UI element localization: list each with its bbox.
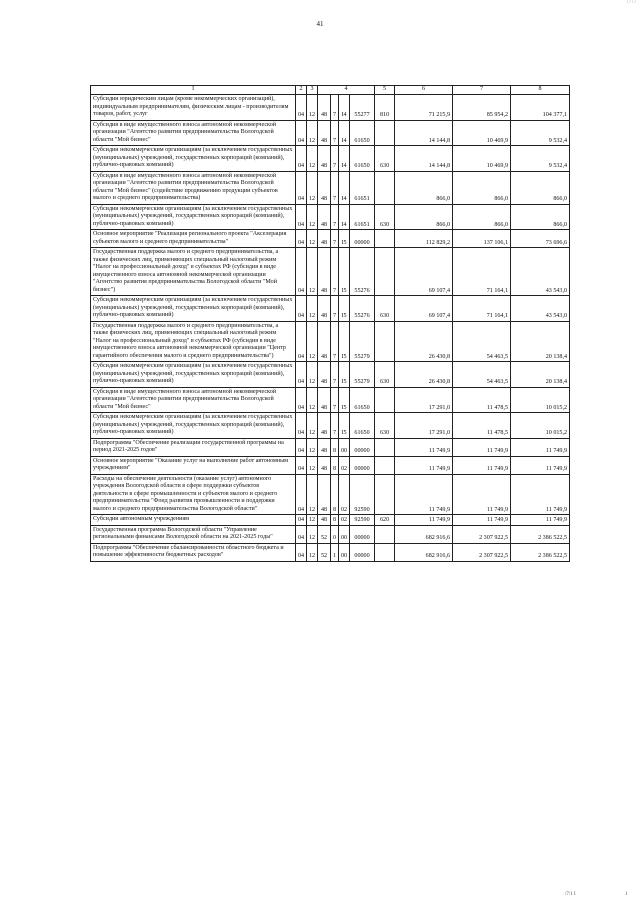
row-expense-type: 810 [375, 95, 395, 121]
row-code-activity: 02 [339, 515, 350, 526]
row-code-program: 48 [318, 515, 331, 526]
header-row [91, 86, 570, 95]
row-code-program: 48 [318, 438, 331, 456]
row-section: 04 [296, 362, 307, 388]
row-expense-type [375, 456, 395, 474]
row-amount-2022: 11 749,9 [453, 515, 511, 526]
header-col-5: 5 [375, 86, 395, 95]
row-amount-2023: 20 138,4 [511, 321, 570, 362]
row-subsection: 12 [307, 456, 318, 474]
row-code-program: 48 [318, 95, 331, 121]
row-code-subprogram: 0 [331, 525, 339, 543]
table-row [91, 515, 570, 526]
row-amount-2022: 11 478,5 [453, 387, 511, 413]
row-amount-2022: 54 463,5 [453, 362, 511, 388]
table-row [91, 248, 570, 296]
row-code-subprogram: 7 [331, 296, 339, 322]
row-code-activity: I4 [339, 146, 350, 172]
row-code-subprogram: 8 [331, 515, 339, 526]
footer-tick: 1 [625, 892, 628, 897]
row-subsection: 12 [307, 321, 318, 362]
row-section: 04 [296, 387, 307, 413]
row-amount-2021: 682 916,6 [395, 525, 453, 543]
row-subsection: 12 [307, 438, 318, 456]
row-amount-2021: 17 291,0 [395, 413, 453, 439]
row-subsection: 12 [307, 120, 318, 146]
table-row [91, 146, 570, 172]
row-code-subprogram: 7 [331, 230, 339, 248]
row-code-program: 48 [318, 321, 331, 362]
row-code-program: 48 [318, 248, 331, 296]
row-expense-type [375, 321, 395, 362]
row-subsection: 12 [307, 413, 318, 439]
row-code-subprogram: 7 [331, 248, 339, 296]
row-name: Субсидии некоммерческим организациям (за исключением государственных (муниципальных) учреждений, государственных корпораций (компаний), публично-правовых компаний) [91, 413, 296, 439]
row-amount-2021: 11 749,9 [395, 474, 453, 515]
row-code-activity: I5 [339, 362, 350, 388]
row-amount-2021: 682 916,6 [395, 543, 453, 561]
row-expense-type [375, 387, 395, 413]
row-code-subprogram: 7 [331, 387, 339, 413]
row-name: Субсидии некоммерческим организациям (за исключением государственных (муниципальных) учреждений, государственных корпораций (компаний), публично-правовых компаний) [91, 362, 296, 388]
corner-mark: / / / / [626, 0, 636, 5]
row-amount-2023: 2 386 522,5 [511, 543, 570, 561]
row-amount-2022: 11 749,9 [453, 456, 511, 474]
row-amount-2022: 866,0 [453, 204, 511, 230]
row-code-program: 48 [318, 362, 331, 388]
row-amount-2022: 11 749,9 [453, 474, 511, 515]
row-amount-2023: 73 696,6 [511, 230, 570, 248]
row-amount-2023: 20 138,4 [511, 362, 570, 388]
row-name: Государственная программа Вологодской области "Управление региональными финансами Вологодской области на 2021-2025 годы" [91, 525, 296, 543]
row-section: 04 [296, 204, 307, 230]
row-amount-2022: 10 469,9 [453, 120, 511, 146]
row-code-direction: 55277 [350, 95, 375, 121]
row-expense-type: 630 [375, 296, 395, 322]
header-col-7: 7 [453, 86, 511, 95]
row-code-subprogram: 7 [331, 204, 339, 230]
row-code-activity: 00 [339, 525, 350, 543]
row-code-program: 52 [318, 525, 331, 543]
row-code-subprogram: 1 [331, 543, 339, 561]
table-row [91, 171, 570, 204]
row-name: Субсидия в виде имущественного взноса автономной некоммерческой организации "Агентство развития предпринимательства Вологодской области "Мой бизнес" [91, 387, 296, 413]
row-code-direction: 61651 [350, 204, 375, 230]
row-section: 04 [296, 296, 307, 322]
row-code-direction: 92590 [350, 474, 375, 515]
header-col-2: 2 [296, 86, 307, 95]
row-code-program: 48 [318, 146, 331, 172]
row-amount-2022: 866,0 [453, 171, 511, 204]
row-name: Основное мероприятие "Реализация регионального проекта "Акселерация субъектов малого и среднего предпринимательства" [91, 230, 296, 248]
row-section: 04 [296, 146, 307, 172]
row-code-activity: I5 [339, 230, 350, 248]
row-section: 04 [296, 230, 307, 248]
header-col-1: 1 [91, 86, 296, 95]
row-code-program: 48 [318, 204, 331, 230]
row-amount-2023: 11 749,9 [511, 456, 570, 474]
table-row [91, 204, 570, 230]
table-row [91, 321, 570, 362]
row-code-direction: 55276 [350, 248, 375, 296]
row-expense-type [375, 248, 395, 296]
row-expense-type [375, 171, 395, 204]
row-section: 04 [296, 515, 307, 526]
row-amount-2021: 11 749,9 [395, 515, 453, 526]
row-code-direction: 55276 [350, 296, 375, 322]
row-amount-2022: 85 954,2 [453, 95, 511, 121]
row-section: 04 [296, 525, 307, 543]
row-code-program: 48 [318, 413, 331, 439]
row-amount-2023: 10 015,2 [511, 413, 570, 439]
row-section: 04 [296, 456, 307, 474]
row-name: Подпрограмма "Обеспечение реализации государственной программы на период 2021-2025 годов" [91, 438, 296, 456]
row-subsection: 12 [307, 171, 318, 204]
row-amount-2023: 10 015,2 [511, 387, 570, 413]
row-subsection: 12 [307, 362, 318, 388]
row-expense-type [375, 525, 395, 543]
row-amount-2022: 137 106,1 [453, 230, 511, 248]
row-section: 04 [296, 438, 307, 456]
row-subsection: 12 [307, 95, 318, 121]
row-code-direction: 00000 [350, 543, 375, 561]
row-code-activity: I5 [339, 413, 350, 439]
row-section: 04 [296, 248, 307, 296]
row-code-direction: 00000 [350, 525, 375, 543]
table-row [91, 438, 570, 456]
row-code-activity: 02 [339, 456, 350, 474]
row-code-program: 48 [318, 171, 331, 204]
table-row [91, 543, 570, 561]
row-name: Субсидии некоммерческим организациям (за исключением государственных (муниципальных) учреждений, государственных корпораций (компаний), публично-правовых компаний) [91, 204, 296, 230]
row-amount-2021: 26 430,8 [395, 321, 453, 362]
header-col-4: 4 [318, 86, 375, 95]
row-name: Субсидии некоммерческим организациям (за исключением государственных (муниципальных) учреждений, государственных корпораций (компаний), публично-правовых компаний) [91, 146, 296, 172]
row-expense-type [375, 543, 395, 561]
row-amount-2021: 69 107,4 [395, 296, 453, 322]
row-code-activity: 02 [339, 474, 350, 515]
row-code-activity: I5 [339, 321, 350, 362]
row-amount-2023: 11 749,9 [511, 515, 570, 526]
header-col-8: 8 [511, 86, 570, 95]
row-code-activity: 00 [339, 438, 350, 456]
table-row [91, 296, 570, 322]
row-name: Субсидии некоммерческим организациям (за исключением государственных (муниципальных) учреждений, государственных корпораций (компаний), публично-правовых компаний) [91, 296, 296, 322]
table-row [91, 387, 570, 413]
row-code-direction: 61650 [350, 387, 375, 413]
row-amount-2022: 10 469,9 [453, 146, 511, 172]
budget-table [90, 85, 570, 562]
row-subsection: 12 [307, 543, 318, 561]
row-name: Субсидия в виде имущественного взноса автономной некоммерческой организации "Агентство развития предпринимательства Вологодской области "Мой бизнес" [91, 120, 296, 146]
header-col-6: 6 [395, 86, 453, 95]
row-name: Субсидии юридическим лицам (кроме некоммерческих организаций), индивидуальным предпринимателям, физическим лицам - производителям товаров, работ, услуг [91, 95, 296, 121]
row-section: 04 [296, 171, 307, 204]
row-code-program: 48 [318, 474, 331, 515]
row-subsection: 12 [307, 474, 318, 515]
row-amount-2021: 26 430,8 [395, 362, 453, 388]
row-expense-type [375, 230, 395, 248]
table-row [91, 95, 570, 121]
row-code-program: 48 [318, 296, 331, 322]
row-code-subprogram: 7 [331, 120, 339, 146]
row-amount-2023: 866,0 [511, 171, 570, 204]
row-name: Субсидии автономным учреждениям [91, 515, 296, 526]
row-amount-2023: 11 749,9 [511, 474, 570, 515]
row-amount-2022: 2 307 922,5 [453, 543, 511, 561]
row-code-subprogram: 8 [331, 456, 339, 474]
row-subsection: 12 [307, 204, 318, 230]
row-code-program: 48 [318, 456, 331, 474]
row-subsection: 12 [307, 525, 318, 543]
row-name: Расходы на обеспечение деятельности (оказание услуг) автономного учреждения Вологодской области в сфере поддержки субъектов деятельности в сфере промышленности и субъектов малого и среднего предпринимательства "Фонд развития промышленности и поддержки малого и среднего предпринимательства Вологодской области" [91, 474, 296, 515]
row-amount-2021: 69 107,4 [395, 248, 453, 296]
row-amount-2021: 14 144,8 [395, 120, 453, 146]
row-name: Подпрограмма "Обеспечение сбалансированности областного бюджета и повышение эффективности бюджетных расходов" [91, 543, 296, 561]
row-amount-2021: 71 215,9 [395, 95, 453, 121]
row-code-subprogram: 7 [331, 146, 339, 172]
row-expense-type [375, 120, 395, 146]
row-amount-2021: 866,0 [395, 204, 453, 230]
row-code-subprogram: 7 [331, 95, 339, 121]
row-expense-type: 630 [375, 204, 395, 230]
row-amount-2021: 17 291,0 [395, 387, 453, 413]
row-expense-type [375, 474, 395, 515]
row-name: Государственная поддержка малого и среднего предпринимательства, а также физических лиц, применяющих специальный налоговый режим "Налог на профессиональный доход" в субъектах РФ (субсидия в виде имущественного взноса автономной некоммерческой организации "Агентство развития предпринимательства Вологодской области "Мой бизнес") [91, 248, 296, 296]
table-row [91, 362, 570, 388]
row-code-subprogram: 7 [331, 413, 339, 439]
row-code-direction: 61650 [350, 120, 375, 146]
row-code-direction: 61651 [350, 171, 375, 204]
row-subsection: 12 [307, 230, 318, 248]
row-subsection: 12 [307, 515, 318, 526]
row-code-direction: 55279 [350, 362, 375, 388]
row-code-activity: I5 [339, 296, 350, 322]
row-code-subprogram: 8 [331, 438, 339, 456]
row-code-activity: I4 [339, 204, 350, 230]
row-name: Субсидия в виде имущественного взноса автономной некоммерческой организации "Агентство развития предпринимательства Вологодской области "Мой бизнес" (содействие продвижению продукции субъектов малого и среднего предпринимательства) [91, 171, 296, 204]
row-amount-2023: 11 749,9 [511, 438, 570, 456]
row-expense-type: 630 [375, 146, 395, 172]
row-code-program: 48 [318, 230, 331, 248]
row-amount-2022: 71 164,1 [453, 248, 511, 296]
row-subsection: 12 [307, 387, 318, 413]
row-code-activity: I4 [339, 120, 350, 146]
table-row [91, 525, 570, 543]
table-row [91, 120, 570, 146]
row-code-program: 48 [318, 120, 331, 146]
row-expense-type [375, 438, 395, 456]
row-section: 04 [296, 543, 307, 561]
row-code-program: 48 [318, 387, 331, 413]
row-section: 04 [296, 474, 307, 515]
row-code-direction: 92590 [350, 515, 375, 526]
row-name: Государственная поддержка малого и среднего предпринимательства, а также физических лиц, применяющих специальный налоговый режим "Налог на профессиональный доход" в субъектах РФ (субсидия в виде имущественного взноса автономной некоммерческой организации "Центр гарантийного обеспечения малого и среднего предпринимательства") [91, 321, 296, 362]
row-code-subprogram: 7 [331, 171, 339, 204]
row-amount-2023: 866,0 [511, 204, 570, 230]
row-amount-2023: 43 543,0 [511, 296, 570, 322]
row-code-activity: I5 [339, 387, 350, 413]
row-expense-type: 630 [375, 362, 395, 388]
row-section: 04 [296, 321, 307, 362]
row-amount-2021: 866,0 [395, 171, 453, 204]
row-code-activity: I4 [339, 95, 350, 121]
row-amount-2023: 43 543,0 [511, 248, 570, 296]
row-code-activity: I4 [339, 171, 350, 204]
row-subsection: 12 [307, 296, 318, 322]
row-code-direction: 61650 [350, 413, 375, 439]
row-amount-2022: 2 307 922,5 [453, 525, 511, 543]
row-subsection: 12 [307, 146, 318, 172]
row-code-subprogram: 7 [331, 321, 339, 362]
table-row [91, 474, 570, 515]
table-row [91, 230, 570, 248]
row-section: 04 [296, 120, 307, 146]
row-name: Основное мероприятие "Оказание услуг на выполнение работ автономным учреждением" [91, 456, 296, 474]
row-amount-2021: 14 144,8 [395, 146, 453, 172]
page-number: 41 [316, 20, 324, 28]
row-code-activity: I5 [339, 248, 350, 296]
row-section: 04 [296, 95, 307, 121]
row-amount-2023: 9 532,4 [511, 120, 570, 146]
row-expense-type: 630 [375, 413, 395, 439]
row-code-subprogram: 8 [331, 474, 339, 515]
row-amount-2023: 104 377,1 [511, 95, 570, 121]
row-code-program: 52 [318, 543, 331, 561]
row-amount-2022: 71 164,1 [453, 296, 511, 322]
row-amount-2022: 11 478,5 [453, 413, 511, 439]
table-row [91, 413, 570, 439]
row-expense-type: 620 [375, 515, 395, 526]
row-section: 04 [296, 413, 307, 439]
row-amount-2022: 54 463,5 [453, 321, 511, 362]
table-row [91, 456, 570, 474]
row-amount-2022: 11 749,9 [453, 438, 511, 456]
row-code-direction: 00000 [350, 438, 375, 456]
row-amount-2021: 112 829,2 [395, 230, 453, 248]
row-code-direction: 00000 [350, 230, 375, 248]
row-code-direction: 61650 [350, 146, 375, 172]
row-amount-2021: 11 749,9 [395, 456, 453, 474]
row-code-direction: 00000 [350, 456, 375, 474]
row-code-direction: 55279 [350, 321, 375, 362]
row-amount-2023: 2 386 522,5 [511, 525, 570, 543]
row-code-activity: 00 [339, 543, 350, 561]
footer-mark: /7/1 I [565, 892, 576, 897]
row-subsection: 12 [307, 248, 318, 296]
row-amount-2021: 11 749,9 [395, 438, 453, 456]
row-code-subprogram: 7 [331, 362, 339, 388]
row-amount-2023: 9 532,4 [511, 146, 570, 172]
header-col-3: 3 [307, 86, 318, 95]
